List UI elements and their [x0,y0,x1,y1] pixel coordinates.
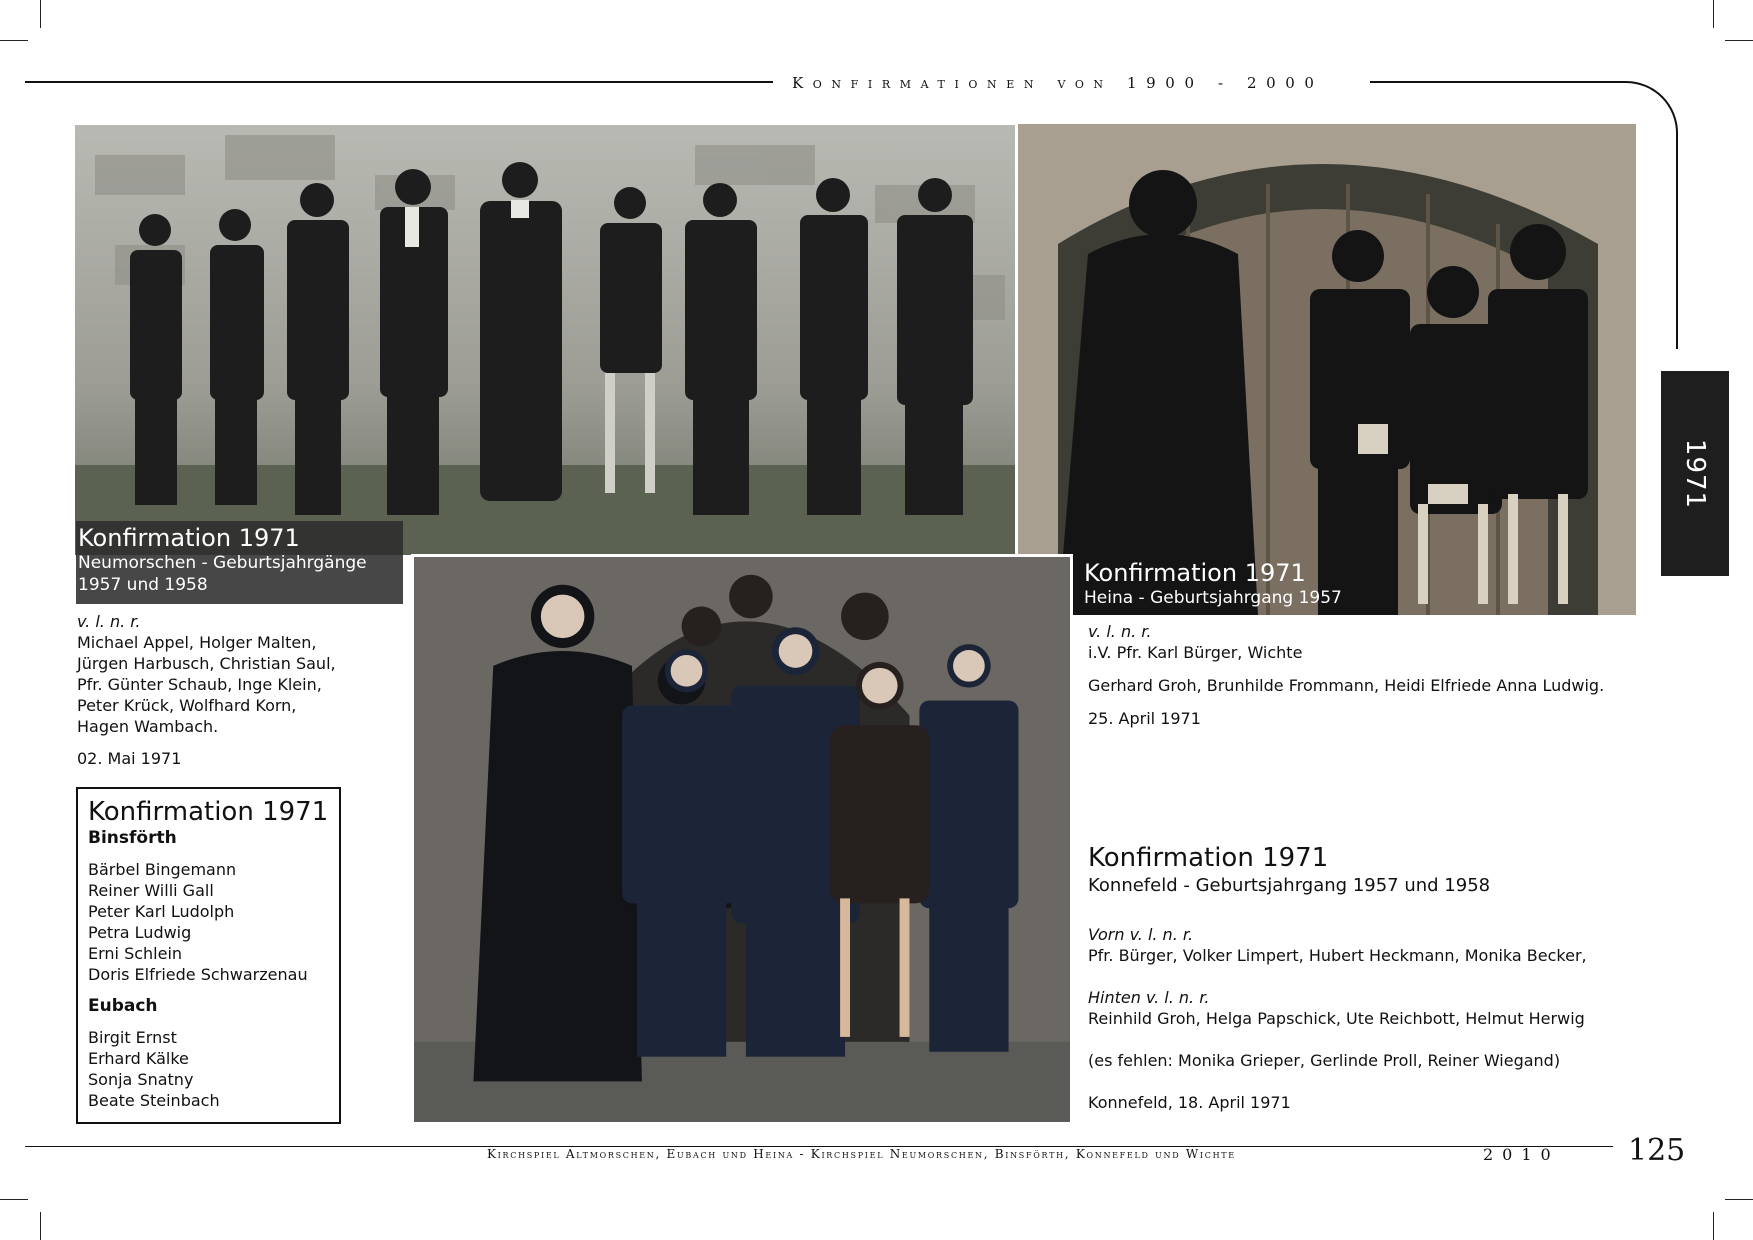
neumorschen-date: 02. Mai 1971 [77,749,182,768]
photo-neumorschen-group [75,125,1015,555]
header-title: Konfirmationen von 1900 - 2000 [792,74,1324,92]
eubach-name: Erhard Kälke [88,1049,189,1068]
neumorschen-vlnr: v. l. n. r. [77,612,141,631]
eubach-name: Beate Steinbach [88,1091,220,1110]
binsfoerth-name: Bärbel Bingemann [88,860,237,879]
caption-neumorschen-subtitle: Neumorschen - Geburtsjahrgänge [78,553,367,573]
eubach-location: Eubach [88,996,158,1016]
neumorschen-names-3: Pfr. Günter Schaub, Inge Klein, [77,675,322,694]
konnefeld-place-date: Konnefeld, 18. April 1971 [1088,1093,1291,1112]
year-tab-label: 1971 [1680,438,1710,509]
binsfoerth-name: Reiner Willi Gall [88,881,214,900]
caption-heina [1082,556,1632,611]
konnefeld-title: Konfirmation 1971 [1088,843,1329,873]
caption-heina-subtitle: Heina - Geburtsjahrgang 1957 [1084,588,1342,608]
eubach-name: Sonja Snatny [88,1070,194,1089]
crop-mark [1725,1199,1753,1200]
page-number: 125 [1628,1133,1686,1168]
crop-mark [1713,1212,1714,1240]
konnefeld-missing: (es fehlen: Monika Grieper, Gerlinde Proll, Reiner Wiegand) [1088,1051,1561,1070]
binsfoerth-location: Binsförth [88,828,177,848]
binsfoerth-name: Erni Schlein [88,944,183,963]
binsfoerth-name: Petra Ludwig [88,923,192,942]
header-rule-left [25,81,773,83]
caption-heina-title: Konfirmation 1971 [1084,559,1306,587]
caption-neumorschen-subtitle2: 1957 und 1958 [78,575,208,595]
konnefeld-back-names: Reinhild Groh, Helga Papschick, Ute Reichbott, Helmut Herwig [1088,1009,1585,1028]
heina-line-1: i.V. Pfr. Karl Bürger, Wichte [1088,643,1303,662]
year-tab [1661,371,1729,576]
binsfoerth-name: Peter Karl Ludolph [88,902,235,921]
neumorschen-names-4: Peter Krück, Wolfhard Korn, [77,696,297,715]
neumorschen-names-2: Jürgen Harbusch, Christian Saul, [77,654,336,673]
neumorschen-names-1: Michael Appel, Holger Malten, [77,633,317,652]
crop-mark [40,0,41,28]
footer-year: 2010 [1483,1145,1560,1164]
heina-line-2: Gerhard Groh, Brunhilde Frommann, Heidi Elfriede Anna Ludwig. [1088,676,1605,695]
crop-mark [1725,40,1753,41]
binsfoerth-box [76,787,341,1124]
konnefeld-back-label: Hinten v. l. n. r. [1088,988,1210,1007]
caption-neumorschen [76,521,403,604]
footer-text: Kirchspiel Altmorschen, Eubach und Heina - Kirchspiel Neumorschen, Binsförth, Konnefeld und Wichte [487,1147,1236,1161]
crop-mark [1713,0,1714,28]
caption-neumorschen-title: Konfirmation 1971 [78,524,300,552]
konnefeld-front-names: Pfr. Bürger, Volker Limpert, Hubert Heckmann, Monika Becker, [1088,946,1587,965]
binsfoerth-box-title: Konfirmation 1971 [88,797,329,827]
crop-mark [40,1212,41,1240]
photo-konnefeld-group [411,554,1073,1125]
crop-mark [0,40,28,41]
photo-heina [1018,124,1636,615]
crop-mark [0,1199,28,1200]
konnefeld-subtitle: Konnefeld - Geburtsjahrgang 1957 und 1958 [1088,875,1491,896]
neumorschen-names-5: Hagen Wambach. [77,717,219,736]
header-rule-right [1370,81,1612,83]
heina-vlnr: v. l. n. r. [1088,622,1152,641]
eubach-name: Birgit Ernst [88,1028,177,1047]
heina-date: 25. April 1971 [1088,709,1201,728]
binsfoerth-name: Doris Elfriede Schwarzenau [88,965,308,984]
konnefeld-front-label: Vorn v. l. n. r. [1088,925,1194,944]
